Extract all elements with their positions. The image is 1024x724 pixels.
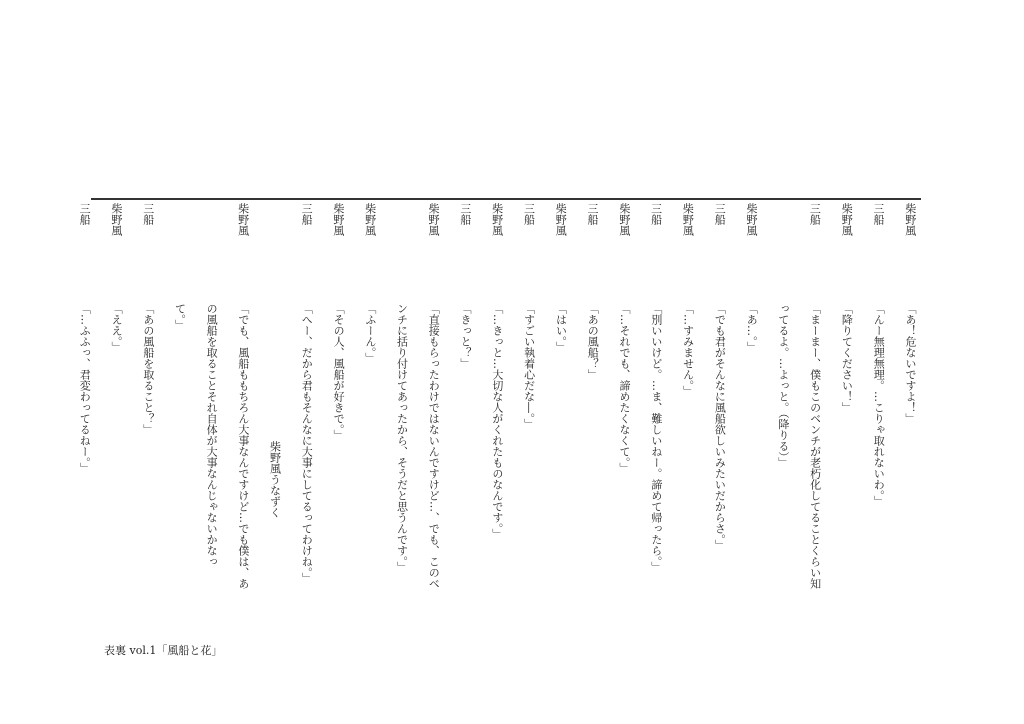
- dialogue-text: 「まーまー、僕もこのベンチが老朽化してることくらい知: [808, 303, 822, 589]
- script-line: [195, 203, 227, 628]
- dialogue-text: 「…すみません。」: [681, 303, 695, 397]
- speaker-name: 柴野風: [490, 203, 504, 236]
- script-line: [354, 203, 386, 628]
- dialogue-text: 「はい。」: [554, 303, 568, 353]
- dialogue-text: 「別いいけど。…ま、難しいねー。諦めて帰ったら。」: [649, 303, 663, 573]
- script-line: [164, 203, 196, 628]
- script-line: [513, 203, 545, 628]
- dialogue-text: 「あの風船を取ること？」: [141, 303, 155, 435]
- script-line: [894, 203, 926, 628]
- speaker-name: 三船: [78, 203, 92, 225]
- script-line: [417, 203, 449, 628]
- speaker-name: 柴野風: [236, 203, 250, 236]
- speaker-name: 柴野風: [427, 203, 441, 236]
- dialogue-text: 「…きっと…大切な人がくれたものなんです。」: [490, 303, 504, 540]
- script-line: [767, 203, 799, 628]
- speaker-name: 三船: [141, 203, 155, 225]
- speaker-name: 柴野風: [681, 203, 695, 236]
- script-line: [322, 203, 354, 628]
- script-line: [132, 203, 164, 628]
- speaker-name: 三船: [586, 203, 600, 225]
- dialogue-text: て。」: [173, 303, 187, 331]
- speaker-name: 柴野風: [554, 203, 568, 236]
- dialogue-text: 「きっと？」: [459, 303, 473, 369]
- script-line: [735, 203, 767, 628]
- dialogue-text: 「すごい執着心だな―。」: [522, 303, 536, 430]
- dialogue-text: 「あの風船？」: [586, 303, 600, 380]
- script-line: [862, 203, 894, 628]
- script-line: [449, 203, 481, 628]
- script-line: [386, 203, 418, 628]
- script-line: [608, 203, 640, 628]
- dialogue-text: 「あ…。」: [745, 303, 759, 353]
- dialogue-text: 「でも、風船ももちろん大事なんですけど…でも僕は、あ: [236, 303, 250, 589]
- script-line: [640, 203, 672, 628]
- dialogue-text: 「降りてください！」: [840, 303, 854, 413]
- script-body: [78, 203, 926, 628]
- speaker-name: 三船: [522, 203, 536, 225]
- dialogue-text: の風船を取ることそれ自体が大事なんじゃないかなっ: [205, 303, 219, 567]
- dialogue-text: ってるよ。…よっと。（降りる）」: [776, 303, 790, 468]
- script-line: [831, 203, 863, 628]
- script-line: [704, 203, 736, 628]
- dialogue-text: 「ふーん。」: [363, 303, 377, 364]
- dialogue-text: 「へー、だから君もそんなに大事にしてるってわけね。」: [300, 303, 314, 584]
- speaker-name: 柴野風: [617, 203, 631, 236]
- speaker-name: 三船: [300, 203, 314, 225]
- speaker-name: 三船: [649, 203, 663, 225]
- script-line: [481, 203, 513, 628]
- dialogue-text: ンチに括り付けてあったから、そうだと思うんです。」: [395, 303, 409, 573]
- stage-direction: 柴野風うなずく: [268, 441, 282, 518]
- speaker-name: 三船: [458, 203, 472, 225]
- header-rule: [91, 198, 921, 200]
- script-line: [69, 203, 101, 628]
- speaker-name: 柴野風: [745, 203, 759, 236]
- dialogue-text: 「その人、風船が好きで。」: [332, 303, 346, 441]
- speaker-name: 柴野風: [363, 203, 377, 236]
- dialogue-text: 「ええ。」: [110, 303, 124, 353]
- speaker-name: 三船: [808, 203, 822, 225]
- script-line: [799, 203, 831, 628]
- speaker-name: 三船: [713, 203, 727, 225]
- dialogue-text: 「あ！危ないですよ！」: [904, 303, 917, 424]
- script-line: [100, 203, 132, 628]
- script-line: [290, 203, 322, 628]
- speaker-name: 柴野風: [331, 203, 345, 236]
- speaker-name: 柴野風: [903, 203, 917, 236]
- dialogue-text: 「んー無理無理。…こりゃ取れないわ。」: [872, 303, 886, 507]
- page-footer: 表裏 vol.1「風船と花」: [104, 644, 223, 657]
- script-line: [545, 203, 577, 628]
- script-line: [672, 203, 704, 628]
- dialogue-text: 「直接もらったわけではないんですけど…、でも、このベ: [427, 303, 441, 589]
- script-line: [227, 203, 259, 628]
- dialogue-text: 「…それでも、諦めたくなくて。」: [618, 303, 632, 474]
- script-line: [259, 203, 291, 628]
- script-line: [576, 203, 608, 628]
- speaker-name: 柴野風: [109, 203, 123, 236]
- speaker-name: 三船: [872, 203, 885, 225]
- dialogue-text: 「…ふふっ、君変わってるねー。」: [78, 303, 92, 474]
- dialogue-text: 「でも君がそんなに風船欲しいみたいだからさ。」: [713, 303, 727, 551]
- speaker-name: 柴野風: [840, 203, 854, 236]
